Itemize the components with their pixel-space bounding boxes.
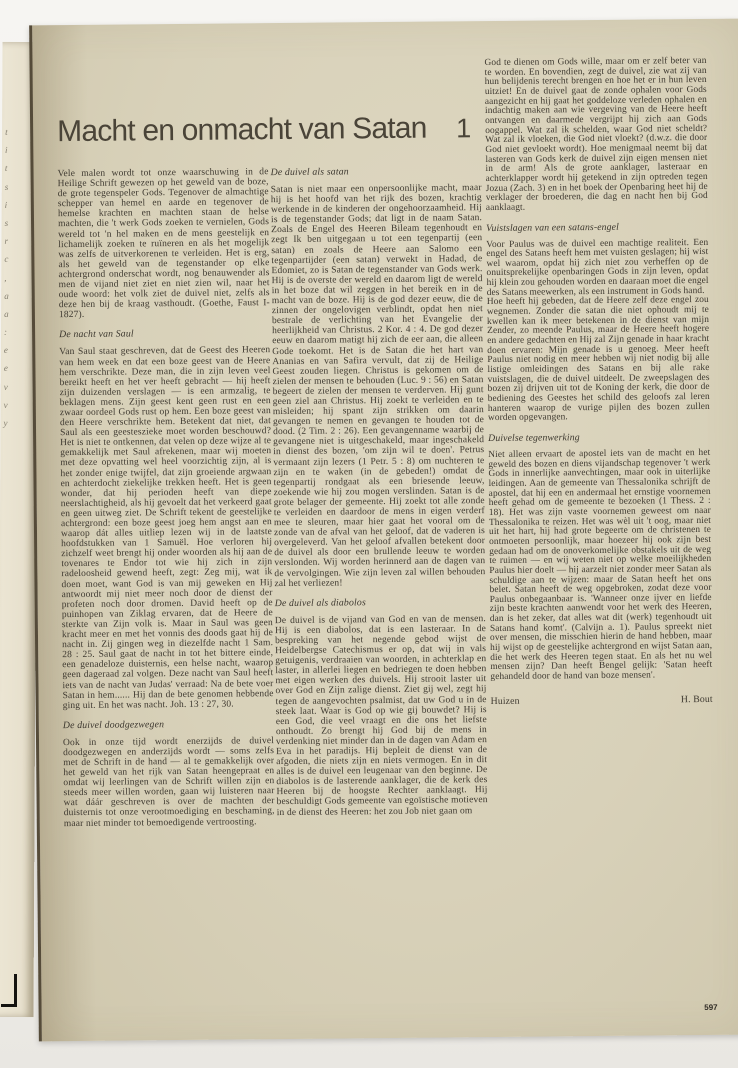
corner-registration-mark: [1, 974, 17, 1007]
cutoff-text-fragments: t i t s i s r c , a a : e e v v y: [3, 126, 9, 428]
author-name: H. Bout: [680, 693, 713, 705]
page-title: Macht en onmacht van Satan: [57, 111, 427, 149]
author-location: Huizen: [490, 695, 520, 707]
text-column-1: [58, 167, 275, 829]
section-heading: De nacht van Saul: [59, 328, 134, 341]
paragraph: Van Saul staat geschreven, dat de Geest des Heeren van hem week en dat een boze geest van de Heere hem verschrikte. Deze man, die in zijn leven veel bereikt heeft en het ver heeft gebracht — hij heeft zijn duizenden verslagen — is een armzalig, te beklagen mens. Zijn geest kent geen rust en een zwaar oordeel Gods rust op hem. Een boze geest van den Heere verschrikte hem. Betekent dat niet, dat Saul als een geesteszieke moet worden beschouwd? Het is niet te ontkennen, dat velen op deze wijze al te gemakkelijk met Saul afrekenen, maar wij moeten met deze opvatting wel heel voorzichtig zijn, al is het zonder enige twijfel, dat zijn groeiende argwaan en achterdocht ziekelijke trekken heeft. Het is geen wonder, dat hij perioden heeft van diepe neerslachtigheid, als hij gevoelt dat het verkeerd gaat en geen uitweg ziet. De Schrift tekent de geestelijke achtergrond: een boze geest joeg hem angst aan en waarop dát alles uitliep lezen wij in de laatste hoofdstukken van 1 Samuël. Hoe verloren hij zichzelf weet brengt hij onder woorden als hij aan de tovenares te Endor tot wie hij zich in zijn radeloosheid gewend heeft, zegt: Zeg mij, wat ik doen moet, want God is van mij geweken en Hij antwoordt mij niet meer noch door de dienst der profeten noch door dromen. David heeft op de puinhopen van Ziklag ervaren, dat de Heere de sterkte van Zijn volk is. Maar in Saul was geen kracht meer en met het vonnis des doods gaat hij de nacht in. Zij gingen weg in diezelfde nacht 1 Sam. 28 : 25. Saul gaat de nacht in tot het bittere einde, een genadeloze duisternis, een helse nacht, waarop geen dageraad zal volgen. Deze nacht van Saul heeft iets van de nacht van Judas' verraad: Na de bete voer Satan in hem...... Hij dan de bete genomen hebbende ging uit. En het was nacht. Joh. 13 : 27, 30.: [59, 345, 274, 711]
article-header: [57, 111, 497, 159]
paragraph: Vele malen wordt tot onze waarschuwing in de Heilige Schrift gewezen op het geweld van de boze, de grote tegenspeler Gods. Tegenover de almachtige schepper van hemel en aarde en tegenover de hemelse krachten en machten staan de helse machten, die 't werk Gods zoeken te vernielen, Gods wereld tot 'n hel maken en de mens geestelijk en lichamelijk zoeken te ruïneren en als het mogelijk was zelfs de uitverkorenen te verleiden. Het is erg, als het geweld van de tegenstander op elke achtergrond onderschat wordt, nog benauwender als men de vijand niet ziet en niet zien wil, naar het oude woord: het volk ziet de duivel niet, zelfs als deze hen bij de kraag vasthoudt. (Goethe, Faust I-1827).: [57, 167, 270, 321]
text-column-2: [271, 165, 488, 818]
article-footer: [491, 695, 713, 707]
paragraph: Ook in onze tijd wordt enerzijds de duivel doodgezwegen en anderzijds wordt — soms zelfs met de Schrift in de hand — al te gemakkelijk over het geweld van het rijk van Satan heengepraat en omdat wij leerlingen van de Schrift willen zijn en steeds meer willen worden, gaan wij luisteren naar wat dáár geschreven is over de machten der duisternis tot onze verootmoediging en beschaming, maar niet minder tot bemoedigende vertroosting.: [62, 735, 275, 829]
paragraph: God te dienen om Gods wille, maar om er zelf beter van te worden. En bovendien, zegt de duivel, zie wat zij van hun belijdenis terecht brengen en hoe het er in hun leven uitziet! En de duivel gaat de zonde ophalen voor Gods aangezicht en hij gaat het goddeloze verleden ophalen en indachtig maken aan wie vergeving van de Heere heeft ontvangen en daarmede vergrijpt hij zich aan Gods oogappel. Wat zal ik schelden, waar God niet scheldt? Wat zal ik vloeken, die God niet vloekt? (d.w.z. die door God niet gevloekt wordt). Hoe menigmaal neemt bij dat lasteren van Gods kerk de duivel zijn eigen mensen niet in de arm! Als de grote aanklager, lasteraar en achterklapper wordt hij getekend in zijn optreden tegen Jozua (Zach. 3) en in het boek der Openbaring heet hij de verklager der broederen, die dag en nacht hen bij God aanklaagt.: [484, 55, 708, 213]
section-heading: Duivelse tegenwerking: [488, 432, 580, 445]
paragraph: Hoe heeft hij gebeden, dat de Heere zelf deze engel zou wegnemen. Zonder die satan die niet ophoudt mij te kwellen kan ik meer betekenen in de dienst van mijn Zender, zo meende Paulus, maar de Heere heeft hogere en andere gedachten en Hij zal Zijn genade in haar kracht doen ervaren: Mijn genade is u genoeg. Meer heeft Paulus niet nodig en meer hebben wij niet nodig bij alle listige omleidingen des Satans en bij alle rake vuistslagen, die de duivel uitdeelt. De zweepslagen des bozen zij drijven uit tot de Koning der kerk, die door de bediening des Geestes het schild des geloofs zal leren hanteren waarop de vurige pijlen des bozen zullen worden opgevangen.: [486, 295, 710, 424]
section-heading: De duivel doodgezwegen: [62, 718, 165, 731]
paragraph: Satan is niet maar een onpersoonlijke macht, maar hij is het hoofd van het rijk des bozen, krachtig werkende in de kinderen der ongehoorzaamheid. Hij is de tegenstander Gods; dat ligt in de naam Satan. Zoals de Engel des Heeren Bileam tegenhoudt en zegt Ik ben uitgegaan u tot een tegenpartij (een satan) en zoals de Heere aan Salomo een tegenpartijder (een satan) verwekt in Hadad, de Edomiet, zo is Satan de tegenstander van Gods werk. Hij is de overste der wereld en daarom ligt de wereld in het boze dat wil zeggen in het bereik en in de macht van de boze. Hij is de god dezer eeuw, die de zinnen der ongelovigen verblindt, opdat hen niet bestrale de verlichting van het Evangelie der heerlijkheid van Christus. 2 Kor. 4 : 4. De god dezer eeuw en daarom matigt hij zich de eer aan, die alleen Gode toekomt. Het is de Satan die het hart van Ananias en van Safira vervult, dat zij de Heilige Geest zouden liegen. Christus is gekomen om de zielen der mensen te behouden (Luc. 9 : 56) en Satan begeert de zielen der mensen te verderven. Hij gunt geen ziel aan Christus. Hij zoekt te verleiden en te misleiden; hij spant zijn strikken om daarin gevangen te nemen en gevangen te houden tot de dood. (2 Tim. 2 : 26). Een gevangenname waarbij de gevangene niet is uitgeschakeld, maar ingeschakeld in dienst des bozen, 'om zijn wil te doen'. Petrus vermaant zijn lezers (1 Petr. 5 : 8) om nuchteren te zijn en te waken (in de gebeden!) omdat de tegenpartij rondgaat als een briesende leeuw, zoekende wie hij zou mogen verslinden. Satan is de grote belager der gemeente. Hij zoekt tot alle zonde te verleiden en daardoor de mens in eigen verderf mee te sleuren, maar hier gaat het vooral om de zonde van de afval van het geloof, dat de vaderen is overgeleverd. Van het geloof afvallen betekent door de duivel als door een brullende leeuw te worden verslonden. Wij worden herinnerd aan de dagen van de vervolgingen. Wie zijn leven zal willen behouden zal het verliezen!: [270, 183, 486, 589]
paragraph: De duivel is de vijand van God en van de mensen. Hij is een diabolos, dat is een lasteraar. In de bespreking van het negende gebod wijst de Heidelbergse Catechismus er op, dat wij in vals getuigenis, verdraaien van woorden, in achterklap en laster, in allerlei liegen en bedriegen te doen hebben met eigen werken des duivels. Hij strooit laster uit over God en Zijn zalige dienst. Ziet gij wel, zegt hij tegen de aangevochten psalmist, dat uw God u in de steek laat. Waar is God op wie gij bouwdet? Hij is een God, die veel vraagt en die ons het liefste onthoudt. Zo brengt hij God bij de mens in verdenking niet minder dan in de dagen van Adam en Eva in het paradijs. Hij bepleit de dienst van de afgoden, die niets zijn en niets vermogen. En in dit alles is de duivel een leugenaar van den beginne. De diabolos is de lasterende aanklager, die de kerk des Heeren bij de hoogste Rechter aanklaagt. Hij beschuldigt Gods gemeente van egoïstische motieven in de dienst des Heeren: het zou Job niet gaan om: [274, 613, 488, 818]
article-part-number: 1: [456, 113, 472, 144]
section-heading: De duivel als diabolos: [274, 596, 366, 609]
magazine-page: [29, 19, 738, 1042]
page-number: 597: [704, 1002, 718, 1012]
section-heading: De duivel als satan: [270, 166, 349, 179]
paragraph: Niet alleen ervaart de apostel iets van de macht en het geweld des bozen en diens vijandschap tegenover 't werk Gods in innerlijke aanvechtingen, maar ook in uiterlijke leidingen. Aan de gemeente van Thessalonika schrijft de apostel, dat hij een en andermaal het ernstige voornemen heeft gehad om de gemeente te bezoeken (1 Thess. 2 : 18). Het was zijn vaste voornemen geweest om naar Thessalonika te reizen. Het was wèl uit 't oog, maar niet uit het hart, hij had grote begeerte om de christenen te ontmoeten persoonlijk, maar hoezeer hij ook zijn best gedaan had om de onoverkomelijke obstakels uit de weg te ruimen — en wij weten niet op welke moeilijkheden Paulus hier doelt — hij aarzelt niet zonder meer Satan als schuldige aan te wijzen: maar de Satan heeft het ons belet. Satan heeft de weg opgebroken, zodat deze voor Paulus onbegaanbaar is. 'Wanneer onze ijver en liefde zijn beste krachten aanwendt voor het werk des Heeren, dan is het zeker, dat alles wat dit (werk) tegenhoudt uit Satans hand komt'. (Calvijn a. 1). Paulus spreekt niet over mensen, die misschien hierin de hand hebben, maar hij wijst op de geestelijke achtergrond en wijst Satan aan, die het werk des Heeren tegen staat. En als het nu wel mensen zijn? Dan heeft Bengel gelijk: 'Satan heeft gehandeld door de hand van boze mensen'.: [488, 447, 713, 683]
text-column-3: [484, 57, 712, 706]
paragraph: Voor Paulus was de duivel een machtige realiteit. Een engel des Satans heeft hem met vuisten geslagen; hij wist wel waarom, opdat hij zich niet zou verheffen op de onuitsprekelijke openbaringen Gods in zijn leven, opdat hij klein zou gehouden worden en daaraan moet die engel des Satans meewerken, als een instrument in Gods hand.: [486, 237, 709, 298]
section-heading: Vuistslagen van een satans-engel: [486, 221, 619, 234]
